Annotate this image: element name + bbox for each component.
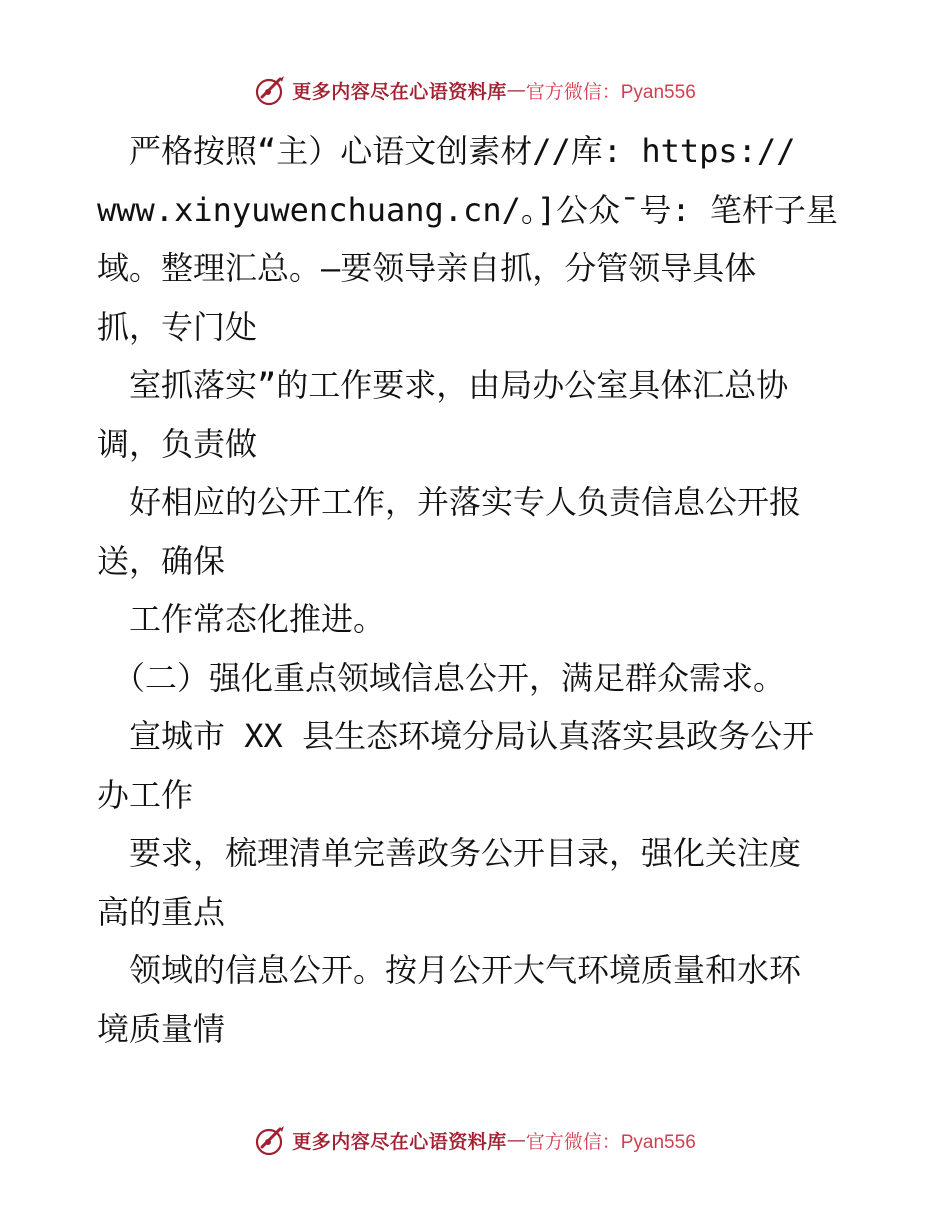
text-line: 调，负责做: [97, 424, 258, 463]
text-line: 领域的信息公开。按月公开大气环境质量和水环: [97, 951, 802, 989]
text-line: 好相应的公开工作，并落实专人负责信息公开报: [97, 483, 802, 521]
banner-wechat: 官方微信：Pyan556: [525, 1131, 696, 1153]
text-line: 要求，梳理清单完善政务公开目录，强化关注度: [97, 834, 802, 872]
text-line: 室抓落实”的工作要求，由局办公室具体汇总协: [97, 366, 789, 404]
text-line: 宣城市 XX 县生态环境分局认真落实县政务公开: [97, 717, 815, 755]
footer-banner: [0, 1120, 950, 1160]
banner-title: 更多内容尽在心语资料库: [292, 1130, 507, 1153]
header-banner: [0, 70, 950, 110]
text-line: 抓，专门处: [97, 307, 258, 346]
text-line: 工作常态化推进。: [97, 600, 386, 638]
quill-logo-icon: [254, 73, 288, 107]
banner-wechat: 官方微信：Pyan556: [525, 81, 696, 103]
body-text: [97, 122, 857, 1058]
text-line: （二）强化重点领域信息公开，满足群众需求。: [97, 658, 786, 697]
text-line: 高的重点: [97, 892, 226, 931]
text-line: 域。整理汇总。—要领导亲自抓，分管领导具体: [97, 249, 757, 287]
text-line: www.xinyuwenchuang.cn/。]公众¯号: 笔杆子星: [97, 190, 838, 229]
banner-separator: —: [506, 1129, 526, 1151]
banner-title: 更多内容尽在心语资料库: [292, 80, 507, 103]
text-line: 严格按照“主）心语文创素材//库: https://: [97, 132, 796, 170]
quill-logo-icon: [254, 1123, 288, 1157]
text-line: 送，确保: [97, 541, 226, 580]
text-line: 办工作: [97, 775, 194, 814]
text-line: 境质量情: [97, 1009, 226, 1048]
banner-separator: —: [506, 79, 526, 101]
